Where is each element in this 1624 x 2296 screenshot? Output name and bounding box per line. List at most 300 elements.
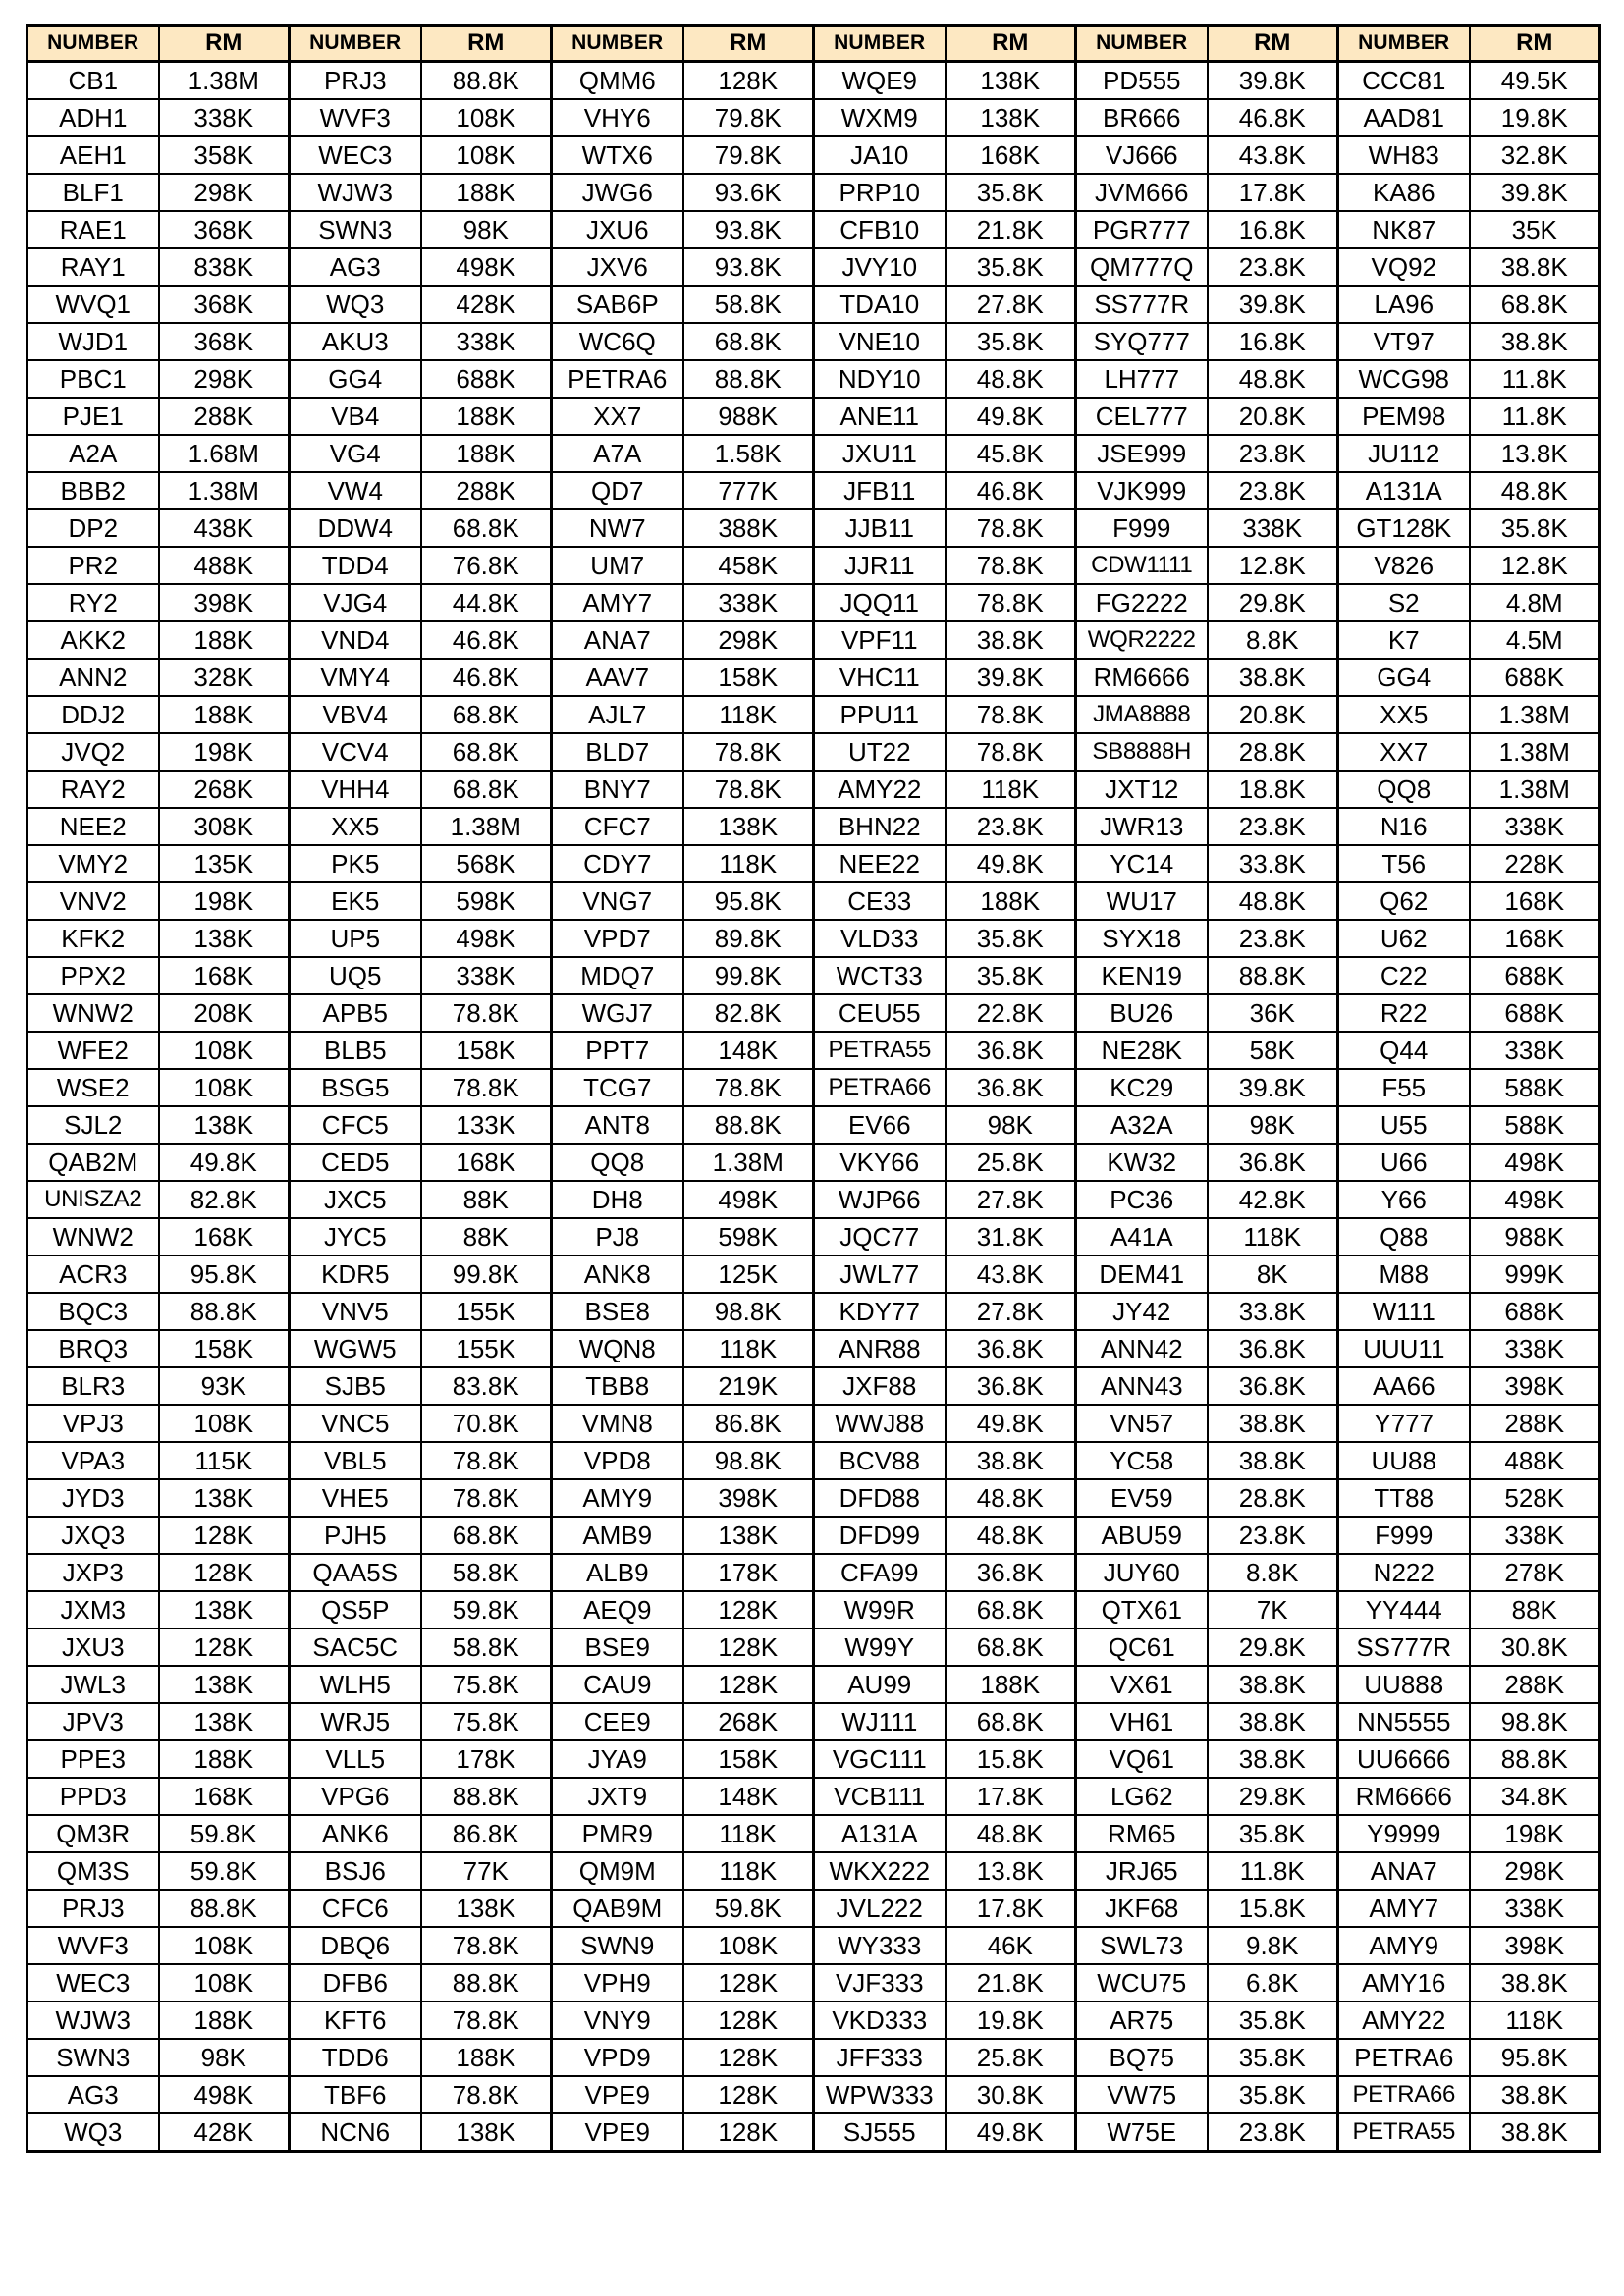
plate-number-cell: CCC81	[1338, 62, 1470, 100]
plate-price-cell: 35K	[1470, 211, 1600, 248]
table-body	[27, 62, 1600, 2152]
plate-number-cell: PC36	[1076, 1181, 1208, 1218]
plate-price-cell: 1.38M	[159, 62, 290, 100]
plate-price-cell: 108K	[159, 1032, 290, 1069]
plate-price-cell: 228K	[1470, 845, 1600, 882]
plate-number-cell: QM3S	[27, 1852, 159, 1890]
plate-price-cell: 428K	[159, 2113, 290, 2152]
plate-price-cell: 35.8K	[1470, 509, 1600, 547]
header-rm-label: RM	[683, 26, 814, 62]
plate-number-cell: W111	[1338, 1293, 1470, 1330]
plate-number-cell: QS5P	[290, 1591, 421, 1629]
plate-price-cell: 118K	[683, 1852, 814, 1890]
plate-number-cell: JMA8888	[1076, 696, 1208, 733]
header-number-label: NUMBER	[1076, 26, 1208, 62]
plate-number-cell: N222	[1338, 1554, 1470, 1591]
plate-number-cell: WEC3	[27, 1964, 159, 2002]
plate-price-cell: 39.8K	[1208, 62, 1338, 100]
plate-number-cell: WQN8	[552, 1330, 683, 1367]
plate-price-cell: 20.8K	[1208, 398, 1338, 435]
table-row	[27, 1517, 1600, 1554]
plate-number-cell: WRJ5	[290, 1703, 421, 1740]
plate-number-cell: VND4	[290, 621, 421, 659]
plate-price-cell: 288K	[1470, 1666, 1600, 1703]
table-row	[27, 808, 1600, 845]
plate-number-cell: PPU11	[814, 696, 946, 733]
table-row	[27, 1405, 1600, 1442]
plate-price-cell: 9.8K	[1208, 1927, 1338, 1964]
plate-price-cell: 88K	[421, 1181, 552, 1218]
plate-number-cell: BSG5	[290, 1069, 421, 1106]
plate-number-cell: A32A	[1076, 1106, 1208, 1144]
plate-price-cell: 68.8K	[946, 1591, 1076, 1629]
plate-price-cell: 36.8K	[1208, 1367, 1338, 1405]
plate-number-cell: JVL222	[814, 1890, 946, 1927]
plate-number-cell: QQ8	[1338, 771, 1470, 808]
plate-price-cell: 76.8K	[421, 547, 552, 584]
plate-price-cell: 13.8K	[1470, 435, 1600, 472]
plate-number-cell: ABU59	[1076, 1517, 1208, 1554]
plate-number-cell: PBC1	[27, 360, 159, 398]
plate-number-cell: ANE11	[814, 398, 946, 435]
plate-price-cell: 38.8K	[1470, 1964, 1600, 2002]
plate-price-cell: 93.8K	[683, 211, 814, 248]
plate-number-cell: NDY10	[814, 360, 946, 398]
plate-price-cell: 128K	[683, 2076, 814, 2113]
table-row	[27, 1890, 1600, 1927]
plate-number-cell: JVY10	[814, 248, 946, 286]
plate-price-cell: 68.8K	[946, 1703, 1076, 1740]
table-row	[27, 248, 1600, 286]
plate-number-cell: WFE2	[27, 1032, 159, 1069]
plate-number-cell: QM777Q	[1076, 248, 1208, 286]
plate-number-cell: SWL73	[1076, 1927, 1208, 1964]
plate-price-cell: 488K	[159, 547, 290, 584]
plate-number-cell: F999	[1338, 1517, 1470, 1554]
plate-number-cell: AU99	[814, 1666, 946, 1703]
table-row	[27, 1591, 1600, 1629]
plate-price-cell: 588K	[1470, 1106, 1600, 1144]
plate-price-cell: 29.8K	[1208, 584, 1338, 621]
plate-price-cell: 27.8K	[946, 1181, 1076, 1218]
plate-number-cell: BNY7	[552, 771, 683, 808]
plate-number-cell: QAB9M	[552, 1890, 683, 1927]
plate-price-cell: 36.8K	[1208, 1330, 1338, 1367]
plate-number-cell: WGW5	[290, 1330, 421, 1367]
plate-number-cell: AKU3	[290, 323, 421, 360]
plate-number-cell: VMN8	[552, 1405, 683, 1442]
plate-price-cell: 188K	[159, 696, 290, 733]
plate-price-cell: 498K	[159, 2076, 290, 2113]
plate-price-cell: 78.8K	[946, 509, 1076, 547]
plate-price-cell: 78.8K	[683, 733, 814, 771]
plate-price-cell: 108K	[159, 1069, 290, 1106]
plate-number-cell: VKY66	[814, 1144, 946, 1181]
plate-number-cell: AG3	[290, 248, 421, 286]
plate-price-cell: 498K	[421, 248, 552, 286]
plate-price-cell: 438K	[159, 509, 290, 547]
table-row	[27, 1181, 1600, 1218]
plate-price-cell: 32.8K	[1470, 136, 1600, 174]
plate-number-cell: N16	[1338, 808, 1470, 845]
plate-number-cell: WQ3	[27, 2113, 159, 2152]
plate-number-cell: WQE9	[814, 62, 946, 100]
plate-number-cell: WLH5	[290, 1666, 421, 1703]
plate-number-cell: VW4	[290, 472, 421, 509]
plate-price-cell: 338K	[683, 584, 814, 621]
plate-number-cell: Q88	[1338, 1218, 1470, 1255]
plate-number-cell: VNV5	[290, 1293, 421, 1330]
plate-price-cell: 93.6K	[683, 174, 814, 211]
plate-number-cell: PJE1	[27, 398, 159, 435]
plate-number-cell: BBB2	[27, 472, 159, 509]
plate-price-cell: 128K	[683, 2113, 814, 2152]
plate-number-cell: XX7	[552, 398, 683, 435]
plate-price-cell: 338K	[1470, 808, 1600, 845]
plate-price-cell: 46.8K	[946, 472, 1076, 509]
plate-number-cell: RY2	[27, 584, 159, 621]
table-row	[27, 1106, 1600, 1144]
plate-price-cell: 128K	[683, 1591, 814, 1629]
plate-number-cell: UP5	[290, 920, 421, 957]
plate-price-cell: 36.8K	[946, 1330, 1076, 1367]
table-row	[27, 1144, 1600, 1181]
plate-price-cell: 188K	[946, 882, 1076, 920]
plate-number-cell: WQR2222	[1076, 621, 1208, 659]
table-row	[27, 547, 1600, 584]
plate-price-cell: 428K	[421, 286, 552, 323]
plate-number-cell: CEL777	[1076, 398, 1208, 435]
plate-price-cell: 1.38M	[683, 1144, 814, 1181]
plate-price-cell: 88.8K	[1208, 957, 1338, 994]
table-row	[27, 1255, 1600, 1293]
plate-number-cell: VHC11	[814, 659, 946, 696]
plate-number-cell: JY42	[1076, 1293, 1208, 1330]
plate-number-cell: QQ8	[552, 1144, 683, 1181]
plate-number-cell: VMY2	[27, 845, 159, 882]
table-row	[27, 733, 1600, 771]
plate-price-cell: 79.8K	[683, 136, 814, 174]
plate-number-cell: WCT33	[814, 957, 946, 994]
plate-number-cell: PMR9	[552, 1815, 683, 1852]
plate-number-cell: JXT9	[552, 1778, 683, 1815]
plate-number-cell: BSE9	[552, 1629, 683, 1666]
table-row	[27, 1629, 1600, 1666]
plate-number-cell: AMY7	[1338, 1890, 1470, 1927]
plate-price-cell: 23.8K	[1208, 1517, 1338, 1554]
table-row	[27, 1852, 1600, 1890]
plate-number-cell: SB8888H	[1076, 733, 1208, 771]
plate-price-cell: 338K	[159, 99, 290, 136]
plate-price-cell: 68.8K	[421, 509, 552, 547]
plate-number-cell: RAY2	[27, 771, 159, 808]
plate-number-cell: PRJ3	[290, 62, 421, 100]
plate-price-cell: 138K	[159, 1106, 290, 1144]
plate-number-cell: VMY4	[290, 659, 421, 696]
table-row	[27, 659, 1600, 696]
plate-number-cell: LH777	[1076, 360, 1208, 398]
plate-price-cell: 58.8K	[683, 286, 814, 323]
plate-price-cell: 59.8K	[683, 1890, 814, 1927]
plate-price-cell: 128K	[683, 1666, 814, 1703]
plate-number-cell: VLD33	[814, 920, 946, 957]
plate-number-cell: Q62	[1338, 882, 1470, 920]
plate-price-cell: 777K	[683, 472, 814, 509]
plate-price-cell: 688K	[1470, 1293, 1600, 1330]
plate-price-cell: 188K	[421, 174, 552, 211]
plate-number-cell: AR75	[1076, 2002, 1208, 2039]
plate-price-cell: 298K	[1470, 1852, 1600, 1890]
plate-price-cell: 338K	[1208, 509, 1338, 547]
plate-number-cell: VW75	[1076, 2076, 1208, 2113]
plate-price-cell: 58K	[1208, 1032, 1338, 1069]
plate-price-cell: 88.8K	[421, 1778, 552, 1815]
plate-number-cell: VPF11	[814, 621, 946, 659]
plate-number-cell: VNG7	[552, 882, 683, 920]
plate-price-cell: 38.8K	[1470, 323, 1600, 360]
plate-price-cell: 39.8K	[1470, 174, 1600, 211]
plate-price-cell: 18.8K	[1208, 771, 1338, 808]
plate-number-cell: WJW3	[27, 2002, 159, 2039]
plate-price-cell: 28.8K	[1208, 1479, 1338, 1517]
plate-price-cell: 27.8K	[946, 1293, 1076, 1330]
plate-number-cell: VJG4	[290, 584, 421, 621]
plate-number-cell: DFD88	[814, 1479, 946, 1517]
plate-number-cell: WJD1	[27, 323, 159, 360]
plate-number-cell: VJ666	[1076, 136, 1208, 174]
table-row	[27, 1740, 1600, 1778]
plate-number-cell: XX5	[1338, 696, 1470, 733]
plate-number-cell: QTX61	[1076, 1591, 1208, 1629]
plate-number-cell: AMY9	[552, 1479, 683, 1517]
plate-number-cell: V826	[1338, 547, 1470, 584]
plate-price-cell: 138K	[946, 62, 1076, 100]
plate-price-cell: 36.8K	[946, 1069, 1076, 1106]
plate-number-cell: SYQ777	[1076, 323, 1208, 360]
plate-number-cell: WY333	[814, 1927, 946, 1964]
plate-number-cell: UU888	[1338, 1666, 1470, 1703]
plate-price-cell: 598K	[683, 1218, 814, 1255]
plate-price-cell: 138K	[159, 920, 290, 957]
plate-price-cell: 12.8K	[1208, 547, 1338, 584]
plate-price-cell: 138K	[421, 2113, 552, 2152]
plate-price-cell: 6.8K	[1208, 1964, 1338, 2002]
plate-number-cell: PR2	[27, 547, 159, 584]
plate-number-cell: M88	[1338, 1255, 1470, 1293]
plate-price-cell: 4.8M	[1470, 584, 1600, 621]
plate-price-cell: 298K	[683, 621, 814, 659]
plate-price-cell: 28.8K	[1208, 733, 1338, 771]
plate-price-cell: 75.8K	[421, 1703, 552, 1740]
plate-number-cell: W99R	[814, 1591, 946, 1629]
plate-price-cell: 138K	[159, 1666, 290, 1703]
plate-number-cell: JVM666	[1076, 174, 1208, 211]
plate-price-cell: 11.8K	[1470, 398, 1600, 435]
plate-number-cell: YY444	[1338, 1591, 1470, 1629]
plate-price-cell: 108K	[159, 1405, 290, 1442]
plate-price-cell: 88.8K	[421, 1964, 552, 2002]
plate-price-cell: 68.8K	[683, 323, 814, 360]
plate-price-cell: 128K	[159, 1554, 290, 1591]
plate-price-cell: 86.8K	[683, 1405, 814, 1442]
plate-price-cell: 268K	[159, 771, 290, 808]
plate-price-cell: 33.8K	[1208, 1293, 1338, 1330]
plate-price-cell: 188K	[159, 2002, 290, 2039]
plate-price-cell: 118K	[683, 1815, 814, 1852]
plate-price-cell: 22.8K	[946, 994, 1076, 1032]
plate-price-cell: 88.8K	[159, 1890, 290, 1927]
plate-number-cell: WVF3	[290, 99, 421, 136]
plate-number-cell: AG3	[27, 2076, 159, 2113]
plate-price-cell: 138K	[159, 1703, 290, 1740]
plate-number-cell: TBB8	[552, 1367, 683, 1405]
plate-number-cell: PGR777	[1076, 211, 1208, 248]
plate-price-cell: 148K	[683, 1032, 814, 1069]
plate-number-cell: DBQ6	[290, 1927, 421, 1964]
plate-price-cell: 1.38M	[1470, 696, 1600, 733]
plate-number-cell: SJB5	[290, 1367, 421, 1405]
plate-number-cell: EV66	[814, 1106, 946, 1144]
plate-price-cell: 59.8K	[159, 1852, 290, 1890]
plate-number-cell: APB5	[290, 994, 421, 1032]
plate-number-cell: Q44	[1338, 1032, 1470, 1069]
plate-number-cell: AKK2	[27, 621, 159, 659]
plate-price-cell: 48.8K	[946, 1479, 1076, 1517]
table-row	[27, 1778, 1600, 1815]
plate-number-cell: JXU3	[27, 1629, 159, 1666]
plate-number-cell: F55	[1338, 1069, 1470, 1106]
plate-price-cell: 338K	[1470, 1890, 1600, 1927]
plate-price-cell: 178K	[683, 1554, 814, 1591]
plate-price-cell: 988K	[683, 398, 814, 435]
plate-price-cell: 93.8K	[683, 248, 814, 286]
plate-number-cell: PETRA6	[1338, 2039, 1470, 2076]
plate-number-cell: GT128K	[1338, 509, 1470, 547]
plate-price-cell: 35.8K	[1208, 2002, 1338, 2039]
plate-price-cell: 498K	[1470, 1181, 1600, 1218]
plate-price-cell: 36.8K	[1208, 1144, 1338, 1181]
plate-price-cell: 288K	[421, 472, 552, 509]
plate-price-cell: 1.38M	[1470, 733, 1600, 771]
plate-price-cell: 35.8K	[946, 957, 1076, 994]
table-row	[27, 994, 1600, 1032]
plate-number-cell: VPA3	[27, 1442, 159, 1479]
plate-number-cell: SJL2	[27, 1106, 159, 1144]
plate-price-cell: 219K	[683, 1367, 814, 1405]
plate-price-cell: 11.8K	[1208, 1852, 1338, 1890]
plate-number-cell: ANN2	[27, 659, 159, 696]
plate-price-cell: 298K	[159, 174, 290, 211]
plate-price-cell: 35.8K	[946, 248, 1076, 286]
plate-number-cell: QD7	[552, 472, 683, 509]
table-row	[27, 845, 1600, 882]
table-row	[27, 360, 1600, 398]
plate-number-cell: DP2	[27, 509, 159, 547]
plate-number-cell: VX61	[1076, 1666, 1208, 1703]
plate-number-cell: LA96	[1338, 286, 1470, 323]
plate-number-cell: VPD7	[552, 920, 683, 957]
plate-number-cell: SWN9	[552, 1927, 683, 1964]
plate-number-cell: ANK6	[290, 1815, 421, 1852]
plate-price-cell: 168K	[159, 1778, 290, 1815]
plate-price-cell: 44.8K	[421, 584, 552, 621]
plate-price-cell: 155K	[421, 1330, 552, 1367]
plate-number-cell: VCV4	[290, 733, 421, 771]
plate-number-cell: JXM3	[27, 1591, 159, 1629]
plate-number-cell: W99Y	[814, 1629, 946, 1666]
plate-number-cell: A131A	[814, 1815, 946, 1852]
plate-number-cell: VH61	[1076, 1703, 1208, 1740]
plate-number-cell: JVQ2	[27, 733, 159, 771]
plate-number-cell: TDD4	[290, 547, 421, 584]
plate-price-cell: 43.8K	[1208, 136, 1338, 174]
plate-price-cell: 38.8K	[1208, 1666, 1338, 1703]
plate-price-cell: 98K	[1208, 1106, 1338, 1144]
plate-number-cell: YC58	[1076, 1442, 1208, 1479]
plate-number-cell: KFT6	[290, 2002, 421, 2039]
plate-price-cell: 368K	[159, 286, 290, 323]
plate-number-cell: JJR11	[814, 547, 946, 584]
table-row	[27, 584, 1600, 621]
plate-number-cell: JQC77	[814, 1218, 946, 1255]
plate-number-cell: AMB9	[552, 1517, 683, 1554]
plate-price-cell: 138K	[683, 808, 814, 845]
plate-price-cell: 48.8K	[1208, 882, 1338, 920]
plate-price-cell: 338K	[1470, 1517, 1600, 1554]
plate-price-cell: 988K	[1470, 1218, 1600, 1255]
plate-price-cell: 838K	[159, 248, 290, 286]
plate-price-cell: 49.8K	[946, 1405, 1076, 1442]
plate-price-cell: 498K	[683, 1181, 814, 1218]
plate-number-cell: KC29	[1076, 1069, 1208, 1106]
plate-price-cell: 138K	[946, 99, 1076, 136]
plate-number-cell: SYX18	[1076, 920, 1208, 957]
plate-number-cell: JXF88	[814, 1367, 946, 1405]
plate-number-cell: QM9M	[552, 1852, 683, 1890]
plate-number-cell: AEQ9	[552, 1591, 683, 1629]
plate-number-cell: EV59	[1076, 1479, 1208, 1517]
plate-number-cell: KDY77	[814, 1293, 946, 1330]
plate-number-cell: JXU6	[552, 211, 683, 248]
plate-number-cell: WWJ88	[814, 1405, 946, 1442]
plate-number-cell: KEN19	[1076, 957, 1208, 994]
table-row	[27, 882, 1600, 920]
plate-price-cell: 158K	[421, 1032, 552, 1069]
plate-price-cell: 388K	[683, 509, 814, 547]
table-row	[27, 1815, 1600, 1852]
plate-number-cell: BQC3	[27, 1293, 159, 1330]
plate-price-cell: 128K	[683, 2002, 814, 2039]
header-number-label: NUMBER	[1338, 26, 1470, 62]
plate-price-cell: 78.8K	[683, 1069, 814, 1106]
plate-price-cell: 168K	[421, 1144, 552, 1181]
plate-number-cell: VQ61	[1076, 1740, 1208, 1778]
plate-price-cell: 89.8K	[683, 920, 814, 957]
plate-number-cell: BLD7	[552, 733, 683, 771]
plate-number-cell: JJB11	[814, 509, 946, 547]
table-row	[27, 286, 1600, 323]
plate-number-cell: PETRA55	[1338, 2113, 1470, 2152]
plate-price-cell: 168K	[1470, 920, 1600, 957]
plate-price-cell: 188K	[421, 2039, 552, 2076]
plate-number-cell: VHY6	[552, 99, 683, 136]
plate-number-cell: ACR3	[27, 1255, 159, 1293]
plate-number-cell: BSE8	[552, 1293, 683, 1330]
header-number-label: NUMBER	[814, 26, 946, 62]
plate-number-cell: PETRA66	[1338, 2076, 1470, 2113]
plate-price-cell: 68.8K	[421, 771, 552, 808]
plate-price-cell: 338K	[1470, 1330, 1600, 1367]
